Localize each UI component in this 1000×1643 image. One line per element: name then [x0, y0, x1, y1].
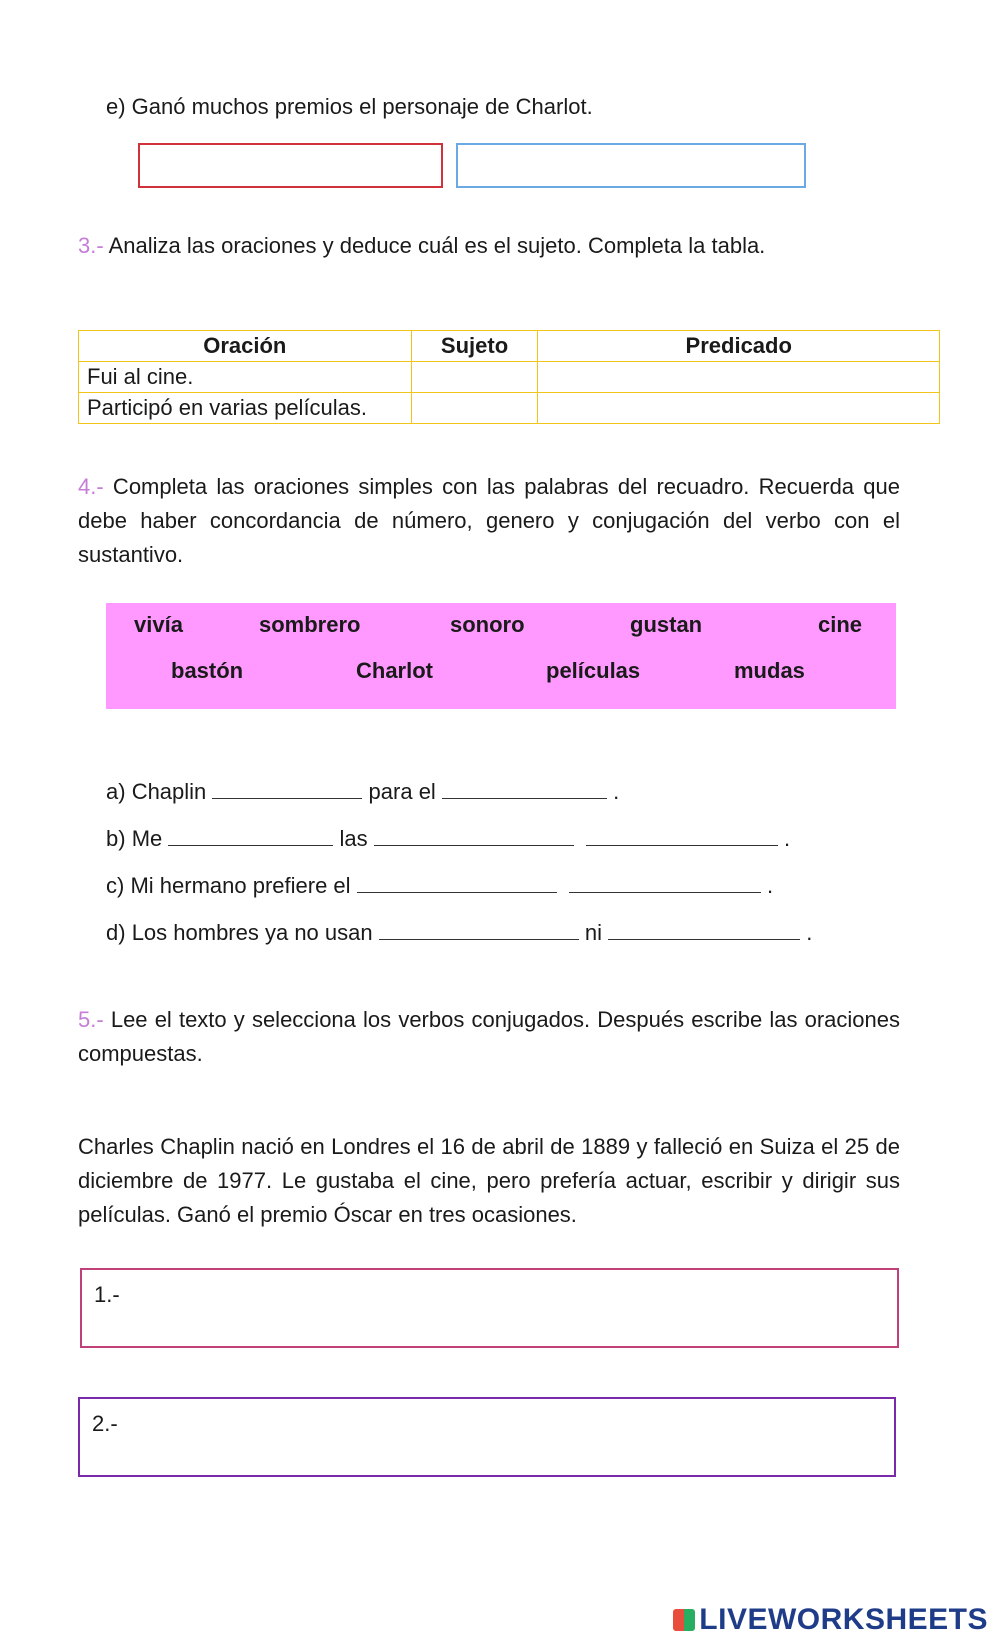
sentence-text: .	[784, 826, 791, 851]
answer-label: 2.-	[92, 1411, 118, 1436]
sentence-label: a)	[106, 779, 126, 804]
table-cell-sentence: Fui al cine.	[79, 362, 412, 393]
blank-input[interactable]	[608, 917, 800, 940]
blank-input[interactable]	[212, 776, 362, 799]
table-cell-predicate[interactable]	[538, 362, 940, 393]
word-bank-word[interactable]: Charlot	[356, 658, 433, 683]
question-3	[78, 233, 765, 259]
sentence-text: Mi hermano prefiere el	[130, 873, 351, 898]
question-5	[78, 1003, 900, 1071]
sentence-label: b)	[106, 826, 126, 851]
liveworksheets-logo	[673, 1603, 988, 1637]
answer-label: 1.-	[94, 1282, 120, 1307]
word-bank-word[interactable]: sonoro	[450, 612, 525, 637]
word-bank	[106, 603, 896, 709]
subject-predicate-table	[78, 330, 940, 424]
sentence-text: ni	[584, 920, 602, 945]
sentence-d	[106, 917, 812, 946]
question-4	[78, 470, 900, 572]
blank-input[interactable]	[374, 823, 574, 846]
word-bank-word[interactable]: mudas	[734, 658, 805, 683]
table-cell-subject[interactable]	[411, 362, 538, 393]
sentence-text: las	[339, 826, 368, 851]
liveworksheets-icon	[673, 1609, 695, 1631]
table-cell-predicate[interactable]	[538, 393, 940, 424]
question-3-text: Analiza las oraciones y deduce cuál es el sujeto. Completa la tabla.	[103, 233, 766, 258]
table-cell-subject[interactable]	[411, 393, 538, 424]
sentence-c	[106, 870, 773, 899]
table-header: Oración	[79, 331, 412, 362]
table-cell-sentence: Participó en varias películas.	[79, 393, 412, 424]
logo-text: LIVEWORKSHEETS	[699, 1603, 988, 1636]
question-4-number: 4.-	[78, 474, 104, 499]
sentence-text: para el	[368, 779, 436, 804]
answer-box-predicate[interactable]	[456, 143, 806, 188]
answer-box-subject[interactable]	[138, 143, 443, 188]
sentence-text: .	[613, 779, 620, 804]
question-5-number: 5.-	[78, 1007, 104, 1032]
sentence-text: Los hombres ya no usan	[131, 920, 373, 945]
table-header: Sujeto	[411, 331, 538, 362]
word-bank-word[interactable]: bastón	[171, 658, 244, 683]
item-e-sentence: e) Ganó muchos premios el personaje de Charlot.	[106, 94, 593, 119]
blank-input[interactable]	[569, 870, 761, 893]
sentence-text: .	[766, 873, 774, 898]
blank-input[interactable]	[357, 870, 557, 893]
table-row	[79, 362, 940, 393]
table-row	[79, 393, 940, 424]
sentence-text: .	[806, 920, 813, 945]
sentence-b	[106, 823, 790, 852]
reading-passage: Charles Chaplin nació en Londres el 16 de abril de 1889 y falleció en Suiza el 25 de diciembre de 1977. Le gustaba el cine, pero prefería actuar, escribir y dirigir sus películas. Ganó el premio Óscar en tres ocasiones.	[78, 1134, 900, 1227]
word-bank-word[interactable]: gustan	[630, 612, 703, 637]
question-4-text: Completa las oraciones simples con las palabras del recuadro. Recuerda que debe haber concordancia de número, genero y conjugación del verbo con el sustantivo.	[78, 474, 900, 567]
question-5-text: Lee el texto y selecciona los verbos conjugados. Después escribe las oraciones compuestas.	[78, 1007, 900, 1066]
sentence-label: c)	[106, 873, 125, 898]
compound-sentence-answer-1[interactable]	[80, 1268, 899, 1348]
word-bank-word[interactable]: películas	[546, 658, 641, 683]
word-bank-word[interactable]: cine	[818, 612, 863, 637]
word-bank-word[interactable]: vivía	[134, 612, 183, 637]
blank-input[interactable]	[379, 917, 579, 940]
sentence-text: Me	[131, 826, 163, 851]
sentence-label: d)	[106, 920, 126, 945]
table-header: Predicado	[538, 331, 940, 362]
blank-input[interactable]	[168, 823, 333, 846]
word-bank-word[interactable]: sombrero	[259, 612, 361, 637]
sentence-text: Chaplin	[131, 779, 207, 804]
table-header-row	[79, 331, 940, 362]
blank-input[interactable]	[442, 776, 607, 799]
question-3-number: 3.-	[78, 233, 104, 258]
blank-input[interactable]	[586, 823, 778, 846]
compound-sentence-answer-2[interactable]	[78, 1397, 896, 1477]
sentence-a	[106, 776, 619, 805]
